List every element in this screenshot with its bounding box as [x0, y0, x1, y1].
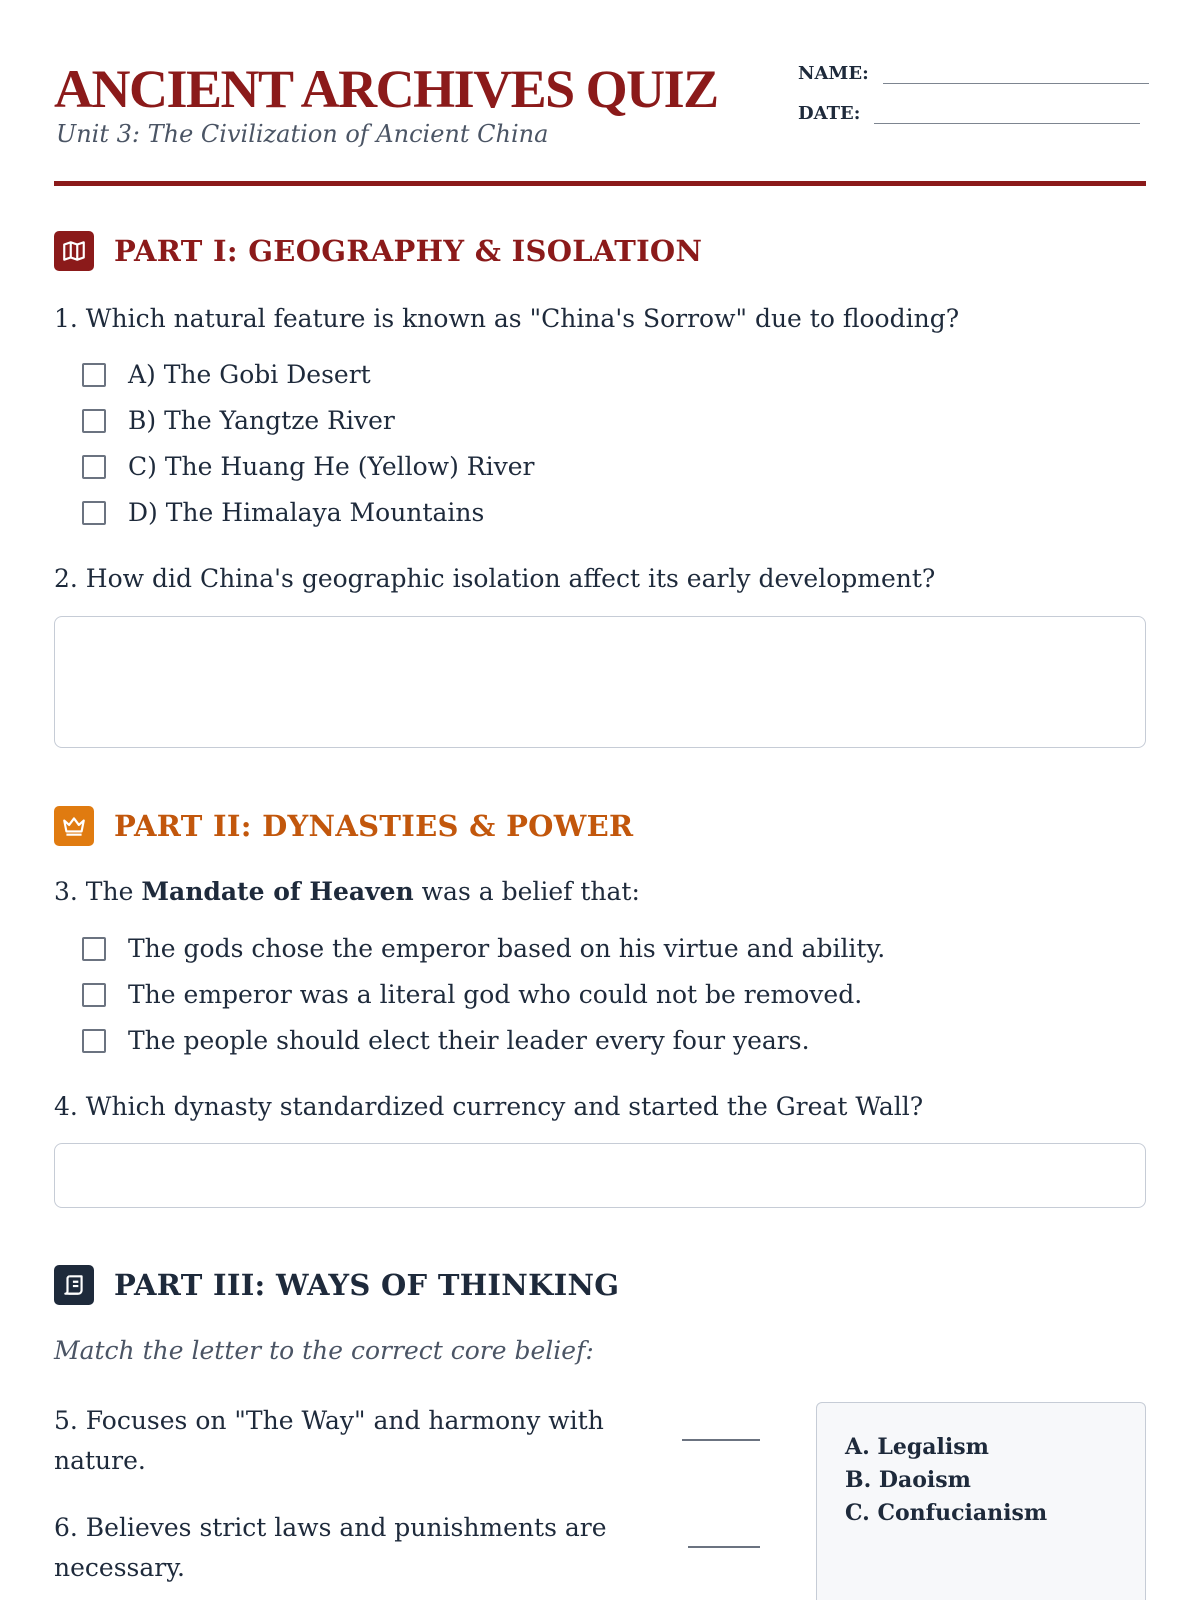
question-2: 2. How did China's geographic isolation affect its early development?: [54, 564, 936, 593]
q4-answer-box[interactable]: [54, 1143, 1146, 1208]
q3-prefix: 3. The: [54, 877, 142, 906]
q3-term: Mandate of Heaven: [141, 877, 414, 906]
checkbox[interactable]: [82, 363, 106, 387]
name-label: NAME:: [798, 63, 869, 84]
checkbox[interactable]: [82, 409, 106, 433]
q2-answer-box[interactable]: [54, 616, 1146, 748]
matching-item-5: 5. Focuses on "The Way" and harmony with nature.: [54, 1406, 604, 1475]
page-title: ANCIENT ARCHIVES QUIZ: [54, 59, 718, 119]
section-dynasties: [54, 806, 633, 846]
q3-option-1[interactable]: [82, 934, 885, 963]
q1-option-a[interactable]: [82, 360, 371, 389]
key-item-a: A. Legalism: [845, 1434, 989, 1460]
option-label: D) The Himalaya Mountains: [128, 498, 485, 527]
q3-suffix: was a belief that:: [413, 877, 640, 906]
q1-option-d[interactable]: [82, 498, 484, 527]
checkbox[interactable]: [82, 983, 106, 1007]
option-label: C) The Huang He (Yellow) River: [128, 452, 535, 481]
section-geography: [54, 231, 702, 271]
section-title: PART I: GEOGRAPHY & ISOLATION: [114, 234, 703, 268]
option-label: The people should elect their leader every four years.: [128, 1026, 810, 1055]
name-field[interactable]: [798, 58, 1149, 84]
header-divider: [54, 181, 1146, 186]
name-line[interactable]: [883, 58, 1149, 84]
crown-icon: [54, 806, 94, 846]
match-blank-6[interactable]: [688, 1546, 760, 1548]
checkbox[interactable]: [82, 455, 106, 479]
checkbox[interactable]: [82, 501, 106, 525]
key-item-b: B. Daoism: [845, 1467, 971, 1493]
option-label: The emperor was a literal god who could not be removed.: [128, 980, 863, 1009]
matching-key-box: [816, 1402, 1146, 1600]
q3-option-3[interactable]: [82, 1026, 810, 1055]
section-thinking: [54, 1265, 619, 1305]
date-label: DATE:: [798, 103, 861, 124]
page-subtitle: Unit 3: The Civilization of Ancient China: [56, 120, 549, 148]
q1-option-c[interactable]: [82, 452, 534, 481]
question-4: 4. Which dynasty standardized currency and started the Great Wall?: [54, 1092, 924, 1121]
matching-instruction: Match the letter to the correct core belief:: [54, 1336, 594, 1365]
date-field[interactable]: [798, 98, 1140, 124]
question-1: 1. Which natural feature is known as "China's Sorrow" due to flooding?: [54, 304, 960, 333]
q1-option-b[interactable]: [82, 406, 395, 435]
key-item-c: C. Confucianism: [845, 1500, 1048, 1526]
checkbox[interactable]: [82, 1029, 106, 1053]
match-blank-5[interactable]: [682, 1439, 760, 1441]
q3-option-2[interactable]: [82, 980, 862, 1009]
option-label: The gods chose the emperor based on his virtue and ability.: [128, 934, 886, 963]
date-line[interactable]: [874, 98, 1140, 124]
matching-item-6: 6. Believes strict laws and punishments are necessary.: [54, 1513, 607, 1582]
map-icon: [54, 231, 94, 271]
option-label: B) The Yangtze River: [128, 406, 395, 435]
section-title: PART II: DYNASTIES & POWER: [114, 809, 634, 843]
option-label: A) The Gobi Desert: [128, 360, 371, 389]
checkbox[interactable]: [82, 937, 106, 961]
scroll-icon: [54, 1265, 94, 1305]
question-3: [54, 877, 640, 906]
section-title: PART III: WAYS OF THINKING: [114, 1268, 620, 1302]
